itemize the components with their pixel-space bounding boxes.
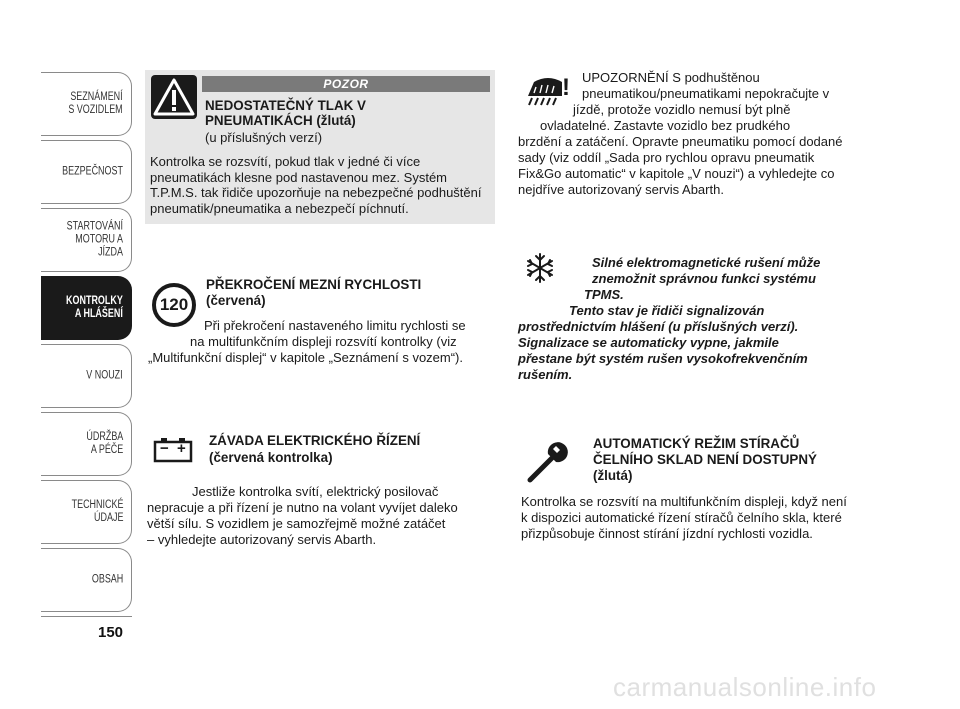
battery-icon [153, 437, 193, 463]
tyre-line-2: pneumatikou/pneumatikami nepokračujte v [582, 86, 830, 101]
emi-line-7: přestane být systém rušen vysokofrekvenčním [518, 351, 808, 366]
tab-label: TECHNICKÉ ÚDAJE [71, 499, 123, 524]
sidebar-divider [41, 616, 132, 617]
emi-line-2: znemožnit správnou funkci systému [592, 271, 816, 286]
electric-line-2: nepracuje a při řízení je nutno na volant vyvíjet daleko [147, 500, 458, 515]
emi-line-8: rušením. [518, 367, 573, 382]
emi-line-6: Signalizace se automaticky vypne, jakmile [518, 335, 779, 350]
wiper-title-2: ČELNÍHO SKLAD NENÍ DOSTUPNÝ [593, 452, 817, 467]
wiper-line-3: přizpůsobuje činnost stírání jízdní rychlosti vozidla. [521, 526, 813, 541]
tab-bezpecnost[interactable] [41, 140, 132, 204]
tyre-line-1: UPOZORNĚNÍ S podhuštěnou [582, 70, 760, 85]
warning-text: Kontrolka se rozsvítí, pokud tlak v jedné či více pneumatikách klesne pod nastavenou mez. Systém T.P.M.S. tak řidiče upozorňuje na nebezpečné podhuštění pneumatik/pneumatika a nebezpečí píchnutí. [150, 154, 482, 216]
battery-minus: − [160, 440, 169, 457]
tab-label: ÚDRŽBA A PÉČE [86, 431, 123, 456]
electric-line-4: – vyhledejte autorizovaný servis Abarth. [147, 532, 377, 547]
wiper-line-1: Kontrolka se rozsvítí na multifunkčním displeji, když není [521, 494, 847, 509]
tab-seznameni[interactable] [41, 72, 132, 136]
tyre-pressure-icon [522, 70, 576, 106]
wrench-icon [522, 440, 568, 486]
tab-udrzba[interactable] [41, 412, 132, 476]
speed-limit-value: 120 [159, 295, 189, 314]
tab-label: BEZPEČNOST [62, 165, 123, 178]
tab-v-nouzi[interactable] [41, 344, 132, 408]
emi-line-5: prostřednictvím hlášení (u příslušných verzí). [518, 319, 799, 334]
speed-limit-icon [152, 283, 196, 327]
wiper-title-3: (žlutá) [593, 468, 633, 483]
tab-label: KONTROLKY A HLÁŠENÍ [66, 295, 123, 320]
tyre-line-7: Fix&Go automatic“ v kapitole „V nouzi“) a vyhledejte co [518, 166, 835, 181]
tyre-line-8: nejdříve autorizovaný servis Abarth. [518, 182, 724, 197]
battery-plus: + [177, 440, 186, 457]
electric-line-3: větší sílu. S vozidlem je samozřejmě možné zatáčet [147, 516, 446, 531]
tyre-line-3: jízdě, protože vozidlo nemusí být plně [573, 102, 791, 117]
warning-title-2: PNEUMATIKÁCH (žlutá) [205, 113, 356, 128]
tab-label: SEZNÁMENÍ S VOZIDLEM [68, 91, 123, 116]
emi-line-4: Tento stav je řidiči signalizován [569, 303, 765, 318]
tab-label: OBSAH [91, 573, 123, 586]
tyre-line-6: sady (viz oddíl „Sada pro rychlou opravu pneumatik [518, 150, 815, 165]
tyre-line-4: ovladatelné. Zastavte vozidlo bez prudkého [540, 118, 791, 133]
electric-subtitle: (červená kontrolka) [209, 450, 333, 465]
speed-title: PŘEKROČENÍ MEZNÍ RYCHLOSTI [206, 277, 422, 292]
snowflake-icon [524, 252, 556, 284]
tab-obsah[interactable] [41, 548, 132, 612]
tab-technicke[interactable] [41, 480, 132, 544]
speed-line-1: Při překročení nastaveného limitu rychlosti se [204, 318, 466, 333]
page-number: 150 [98, 624, 124, 641]
tab-kontrolky[interactable] [41, 276, 132, 340]
tab-label: V NOUZI [86, 369, 123, 382]
warning-subtitle: (u příslušných verzí) [205, 130, 323, 145]
warning-triangle-icon [151, 75, 197, 119]
emi-line-1: Silné elektromagnetické rušení může [592, 255, 821, 270]
tab-startovani[interactable] [41, 208, 132, 272]
watermark: carmanualsonline.info [613, 672, 877, 702]
speed-subtitle: (červená) [206, 293, 266, 308]
speed-line-3: „Multifunkční displej“ v kapitole „Seznámení s vozem“). [148, 350, 464, 365]
speed-line-2: na multifunkčním displeji rozsvítí kontrolky (viz [190, 334, 457, 349]
emi-line-3: TPMS. [584, 287, 624, 302]
tab-label: STARTOVÁNÍ MOTORU A JÍZDA [66, 220, 123, 259]
wiper-line-2: k dispozici automatické řízení stíračů čelního skla, které [521, 510, 842, 525]
warning-title-1: NEDOSTATEČNÝ TLAK V [205, 98, 366, 113]
wiper-title-1: AUTOMATICKÝ REŽIM STÍRAČŮ [593, 436, 800, 451]
tyre-line-5: brzdění a zatáčení. Opravte pneumatiku pomocí dodané [518, 134, 843, 149]
electric-line-1: Jestliže kontrolka svítí, elektrický posilovač [192, 484, 439, 499]
tyre-pressure-exclamation: ! [562, 74, 570, 101]
warning-banner: POZOR [202, 76, 490, 92]
electric-title: ZÁVADA ELEKTRICKÉHO ŘÍZENÍ [209, 433, 421, 448]
